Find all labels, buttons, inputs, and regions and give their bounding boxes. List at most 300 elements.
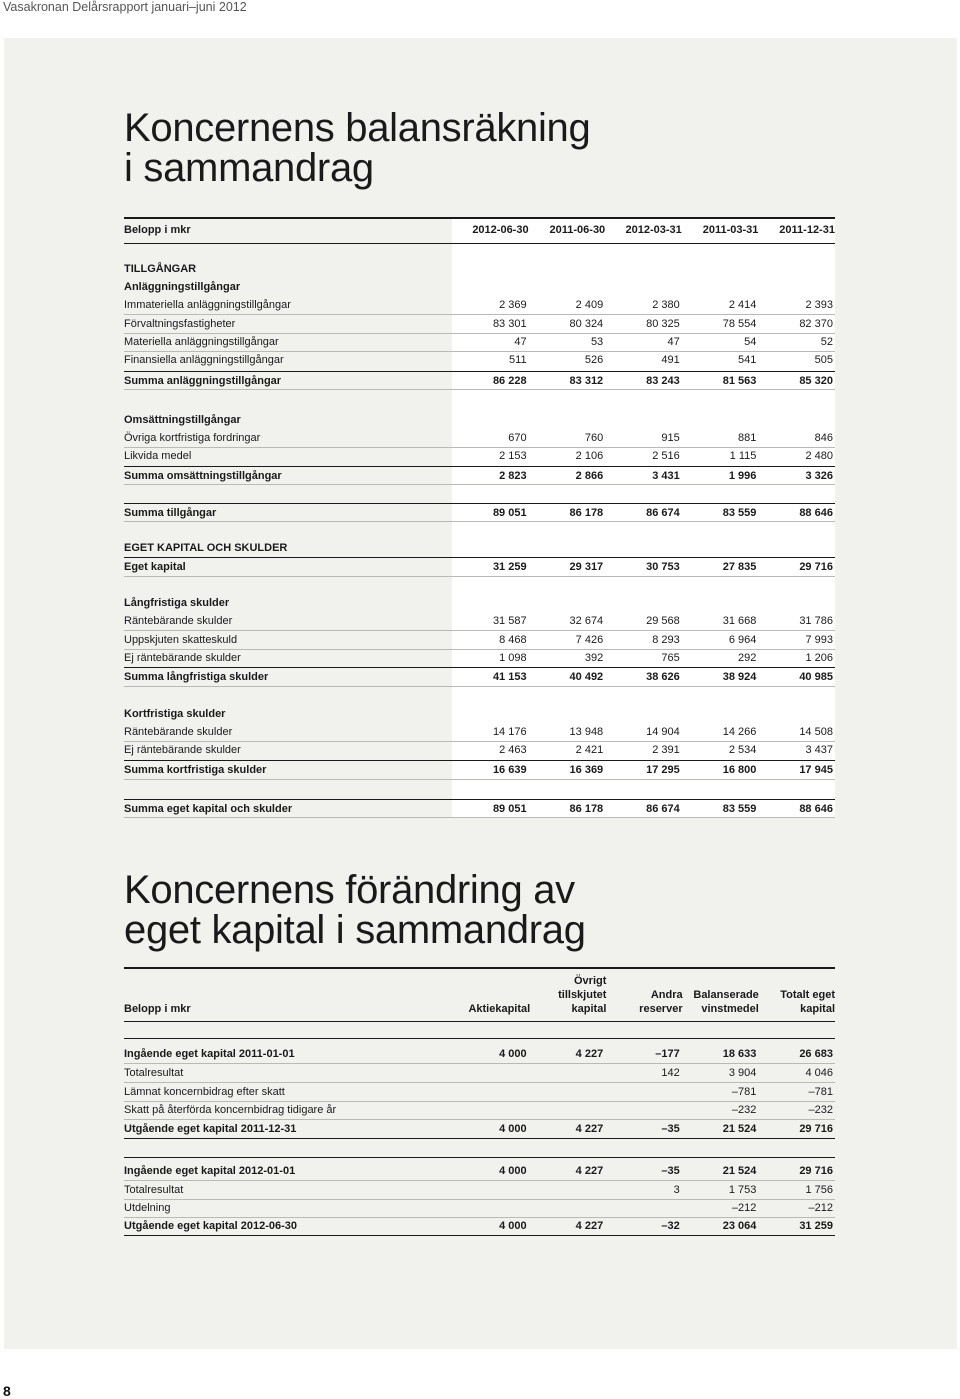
row-value-text: 2 866 bbox=[575, 470, 604, 482]
header-column bbox=[759, 988, 835, 1016]
row-value-text: 1 753 bbox=[728, 1184, 757, 1196]
row-label: Summa omsättningstillgångar bbox=[124, 470, 282, 482]
row-value bbox=[529, 1217, 606, 1235]
row-label: Ingående eget kapital 2012-01-01 bbox=[124, 1165, 296, 1177]
row-label: Lämnat koncernbidrag efter skatt bbox=[124, 1086, 285, 1098]
row-value-text: 86 228 bbox=[492, 375, 527, 387]
row-value bbox=[452, 1120, 529, 1138]
table-row bbox=[124, 1162, 835, 1181]
row-value bbox=[682, 631, 759, 649]
row-value-text: 846 bbox=[814, 432, 833, 444]
row-value-text: 505 bbox=[814, 354, 833, 366]
row-value bbox=[758, 1162, 835, 1180]
table-rule bbox=[124, 1235, 835, 1236]
row-value-text: 18 633 bbox=[722, 1048, 757, 1060]
table-row bbox=[124, 1199, 835, 1218]
header-column-line: vinstmedel bbox=[701, 1003, 759, 1015]
row-value-text: 4 227 bbox=[575, 1165, 604, 1177]
header-label: Belopp i mkr bbox=[124, 1003, 191, 1015]
table-row bbox=[124, 260, 835, 278]
row-value-text: 915 bbox=[661, 432, 680, 444]
row-value-text: 82 370 bbox=[799, 318, 833, 330]
row-value bbox=[452, 1101, 529, 1119]
row-value bbox=[682, 278, 759, 296]
row-value bbox=[452, 333, 529, 351]
row-value-text: 142 bbox=[661, 1067, 680, 1079]
row-value-text: 2 480 bbox=[805, 450, 833, 462]
row-value bbox=[529, 1064, 606, 1082]
row-value bbox=[529, 411, 606, 429]
header-column bbox=[530, 974, 606, 1016]
row-value-text: 2 369 bbox=[499, 299, 527, 311]
table-row bbox=[124, 296, 835, 315]
row-value-text bbox=[833, 263, 835, 275]
row-value bbox=[605, 260, 682, 278]
table-row bbox=[124, 1064, 835, 1083]
row-value-text: 13 948 bbox=[569, 726, 604, 738]
row-value bbox=[529, 429, 606, 447]
row-value-text: 4 227 bbox=[575, 1123, 604, 1135]
row-value-text: 81 563 bbox=[722, 375, 757, 387]
equity-changes-header-row bbox=[124, 970, 835, 1016]
row-value bbox=[452, 429, 529, 447]
row-value bbox=[605, 429, 682, 447]
row-value bbox=[682, 1101, 759, 1119]
row-value-text: 21 524 bbox=[722, 1123, 757, 1135]
row-value-text: 31 259 bbox=[799, 1220, 833, 1232]
row-value-text: 2 516 bbox=[652, 450, 680, 462]
row-value bbox=[605, 333, 682, 351]
row-label: Uppskjuten skatteskuld bbox=[124, 634, 238, 646]
row-value bbox=[605, 1162, 682, 1180]
table-row bbox=[124, 1101, 835, 1120]
row-value-text: 2 414 bbox=[728, 299, 757, 311]
row-value bbox=[758, 539, 835, 557]
row-value bbox=[529, 800, 606, 818]
row-value bbox=[758, 411, 835, 429]
row-value bbox=[605, 411, 682, 429]
table-row bbox=[124, 741, 835, 759]
row-value bbox=[758, 668, 835, 686]
row-value bbox=[758, 504, 835, 522]
header-column-line: Balanserade bbox=[693, 989, 759, 1001]
row-value bbox=[605, 1120, 682, 1138]
row-value bbox=[605, 1064, 682, 1082]
row-value bbox=[605, 504, 682, 522]
row-value-text: 2 393 bbox=[805, 299, 833, 311]
header-column: 2012-03-31 bbox=[625, 224, 682, 236]
table-row bbox=[124, 371, 835, 390]
equity-changes-heading-line-1: Koncernens förändring av bbox=[124, 868, 575, 912]
row-value-text: 40 492 bbox=[569, 671, 604, 683]
table-row bbox=[124, 594, 835, 612]
row-value bbox=[758, 612, 835, 630]
row-value-text: 4 000 bbox=[499, 1123, 527, 1135]
row-value-text: 3 bbox=[673, 1184, 680, 1196]
row-value-text: 78 554 bbox=[722, 318, 757, 330]
row-value bbox=[529, 668, 606, 686]
row-value-text: 2 421 bbox=[575, 744, 604, 756]
row-value bbox=[452, 800, 529, 818]
row-value bbox=[452, 1083, 529, 1101]
row-value-text: 41 153 bbox=[492, 671, 527, 683]
row-value-text: 2 380 bbox=[652, 299, 680, 311]
row-value-text: 3 904 bbox=[728, 1067, 757, 1079]
row-value bbox=[605, 723, 682, 741]
row-value-text: 47 bbox=[667, 336, 680, 348]
row-value bbox=[682, 612, 759, 630]
row-value-text bbox=[833, 597, 835, 609]
row-value-text: 27 835 bbox=[722, 561, 757, 573]
row-value bbox=[605, 296, 682, 314]
row-value-text: 1 206 bbox=[805, 652, 833, 664]
table-row bbox=[124, 315, 835, 334]
row-value-text: –781 bbox=[731, 1086, 757, 1098]
row-value-text: 14 904 bbox=[646, 726, 680, 738]
row-value bbox=[452, 631, 529, 649]
equity-changes-heading bbox=[124, 870, 586, 950]
row-value bbox=[758, 351, 835, 369]
row-value bbox=[682, 668, 759, 686]
row-value-text: 86 674 bbox=[646, 803, 680, 815]
row-value bbox=[529, 631, 606, 649]
row-value bbox=[605, 800, 682, 818]
row-label: Likvida medel bbox=[124, 450, 192, 462]
row-value-text: 31 259 bbox=[492, 561, 527, 573]
table-row bbox=[124, 1083, 835, 1102]
row-value-text: –212 bbox=[808, 1202, 833, 1214]
row-value bbox=[758, 1217, 835, 1235]
table-rule bbox=[124, 779, 835, 780]
table-rule bbox=[124, 1157, 835, 1158]
row-value bbox=[682, 649, 759, 667]
row-value-text: 83 301 bbox=[492, 318, 527, 330]
row-value-text: 2 534 bbox=[728, 744, 757, 756]
table-row bbox=[124, 705, 835, 723]
row-value bbox=[529, 278, 606, 296]
header-column-line: kapital bbox=[571, 1003, 607, 1015]
row-value-text: 52 bbox=[820, 336, 833, 348]
table-row bbox=[124, 631, 835, 650]
table-row bbox=[124, 539, 835, 557]
row-value-text: 83 559 bbox=[722, 803, 757, 815]
row-value-text: 1 115 bbox=[729, 450, 757, 462]
row-value bbox=[452, 351, 529, 369]
row-value bbox=[452, 447, 529, 465]
row-value-text: –232 bbox=[808, 1104, 833, 1116]
equity-changes-heading-line-2: eget kapital i sammandrag bbox=[124, 908, 586, 952]
row-value-text: –212 bbox=[731, 1202, 757, 1214]
row-value-text: 6 964 bbox=[728, 634, 757, 646]
row-value-text: 83 243 bbox=[646, 375, 680, 387]
row-value-text: 4 000 bbox=[499, 1165, 527, 1177]
row-value-text: 3 326 bbox=[805, 470, 833, 482]
row-value-text: 526 bbox=[584, 354, 604, 366]
row-value-text: 2 391 bbox=[652, 744, 680, 756]
row-value bbox=[682, 1120, 759, 1138]
row-value-text: 16 369 bbox=[569, 764, 604, 776]
row-value bbox=[529, 372, 606, 390]
table-row bbox=[124, 760, 835, 779]
header-column: 2011-03-31 bbox=[702, 224, 759, 236]
row-value-text: 38 626 bbox=[646, 671, 680, 683]
table-row bbox=[124, 447, 835, 465]
row-label: Skatt på återförda koncernbidrag tidigare år bbox=[124, 1104, 337, 1116]
row-value bbox=[682, 1064, 759, 1082]
row-value bbox=[682, 372, 759, 390]
row-value bbox=[758, 333, 835, 351]
row-value-text: 511 bbox=[509, 354, 527, 366]
row-value-text: 881 bbox=[738, 432, 757, 444]
row-value-text: 14 508 bbox=[799, 726, 833, 738]
row-value-text: 2 106 bbox=[575, 450, 604, 462]
row-value-text: 491 bbox=[661, 354, 680, 366]
row-value bbox=[529, 504, 606, 522]
page-number: 8 bbox=[3, 1383, 11, 1399]
row-value bbox=[682, 447, 759, 465]
row-value-text: 1 756 bbox=[805, 1184, 833, 1196]
row-value-text: 29 568 bbox=[646, 615, 680, 627]
row-value-text: 31 587 bbox=[492, 615, 527, 627]
row-value-text: 4 227 bbox=[575, 1048, 604, 1060]
row-value bbox=[529, 315, 606, 333]
header-column: 2011-06-30 bbox=[549, 224, 606, 236]
row-value bbox=[682, 1181, 759, 1199]
table-row bbox=[124, 1181, 835, 1200]
row-value-text: 541 bbox=[738, 354, 757, 366]
row-label: Finansiella anläggningstillgångar bbox=[124, 354, 284, 366]
table-row bbox=[124, 799, 835, 818]
row-value bbox=[682, 429, 759, 447]
row-value bbox=[758, 296, 835, 314]
row-label: Kortfristiga skulder bbox=[124, 708, 226, 720]
row-value bbox=[452, 1181, 529, 1199]
row-label: Materiella anläggningstillgångar bbox=[124, 336, 279, 348]
row-value bbox=[758, 594, 835, 612]
row-value-text: 4 000 bbox=[499, 1048, 527, 1060]
row-value bbox=[758, 741, 835, 759]
row-value bbox=[758, 1064, 835, 1082]
row-value-text: 88 646 bbox=[799, 803, 833, 815]
row-value-text: 29 317 bbox=[569, 561, 604, 573]
row-value-text: 14 266 bbox=[722, 726, 757, 738]
row-value bbox=[682, 800, 759, 818]
row-value-text: 89 051 bbox=[492, 803, 527, 815]
row-value-text bbox=[833, 542, 835, 554]
header-column-line: tillskjutet bbox=[558, 989, 607, 1001]
row-value bbox=[758, 372, 835, 390]
row-value bbox=[758, 649, 835, 667]
row-value-text: 2 823 bbox=[499, 470, 527, 482]
row-value bbox=[605, 1083, 682, 1101]
header-column-line: Andra bbox=[650, 989, 683, 1001]
row-value bbox=[529, 741, 606, 759]
row-label: Räntebärande skulder bbox=[124, 615, 233, 627]
row-value-text: 8 468 bbox=[499, 634, 527, 646]
row-value bbox=[605, 351, 682, 369]
row-value-text: 86 178 bbox=[569, 803, 604, 815]
row-value bbox=[605, 631, 682, 649]
table-rule bbox=[124, 1038, 835, 1039]
row-label: Summa anläggningstillgångar bbox=[124, 375, 282, 387]
header-column bbox=[683, 988, 759, 1016]
row-value bbox=[529, 351, 606, 369]
row-value bbox=[452, 1162, 529, 1180]
row-value bbox=[758, 1083, 835, 1101]
table-row bbox=[124, 503, 835, 522]
row-value bbox=[682, 411, 759, 429]
header-column-line: kapital bbox=[800, 1003, 836, 1015]
row-value bbox=[605, 668, 682, 686]
row-value bbox=[758, 1101, 835, 1119]
row-value bbox=[529, 723, 606, 741]
row-label: Utgående eget kapital 2012-06-30 bbox=[124, 1220, 298, 1232]
row-value bbox=[758, 1045, 835, 1063]
row-value bbox=[452, 594, 529, 612]
row-value bbox=[605, 278, 682, 296]
row-value-text: –781 bbox=[808, 1086, 833, 1098]
row-value bbox=[529, 447, 606, 465]
row-value bbox=[758, 467, 835, 485]
row-label: Summa kortfristiga skulder bbox=[124, 764, 267, 776]
row-value bbox=[452, 1045, 529, 1063]
row-value bbox=[758, 631, 835, 649]
row-value-text: 1 098 bbox=[499, 652, 527, 664]
row-value-text: 47 bbox=[514, 336, 527, 348]
row-label: Långfristiga skulder bbox=[124, 597, 230, 609]
row-value bbox=[758, 278, 835, 296]
row-value bbox=[605, 761, 682, 779]
row-value bbox=[452, 649, 529, 667]
row-value bbox=[758, 447, 835, 465]
row-value-text: 31 786 bbox=[799, 615, 833, 627]
row-label: Ingående eget kapital 2011-01-01 bbox=[124, 1048, 295, 1060]
row-value-text: 760 bbox=[584, 432, 604, 444]
row-value bbox=[452, 411, 529, 429]
row-value-text: 16 639 bbox=[492, 764, 527, 776]
row-value bbox=[605, 705, 682, 723]
row-value bbox=[605, 612, 682, 630]
row-value bbox=[758, 429, 835, 447]
row-value bbox=[605, 467, 682, 485]
row-value bbox=[682, 705, 759, 723]
header-column-line: reserver bbox=[639, 1003, 683, 1015]
row-value bbox=[529, 649, 606, 667]
row-value-text: 3 437 bbox=[805, 744, 833, 756]
row-value-text: 83 312 bbox=[569, 375, 604, 387]
row-value-text: 7 426 bbox=[575, 634, 604, 646]
row-value-text: 85 320 bbox=[799, 375, 833, 387]
row-value bbox=[682, 351, 759, 369]
table-row bbox=[124, 411, 835, 429]
row-value-text: 38 924 bbox=[722, 671, 757, 683]
table-row bbox=[124, 612, 835, 631]
row-value bbox=[452, 260, 529, 278]
header-column bbox=[606, 988, 682, 1016]
row-value bbox=[605, 1045, 682, 1063]
row-label: Omsättningstillgångar bbox=[124, 414, 241, 426]
row-value bbox=[605, 447, 682, 465]
row-value bbox=[682, 315, 759, 333]
table-row bbox=[124, 649, 835, 667]
row-value-text: 40 985 bbox=[799, 671, 833, 683]
table-row bbox=[124, 466, 835, 485]
row-value bbox=[529, 1199, 606, 1217]
row-value bbox=[758, 705, 835, 723]
table-row bbox=[124, 1120, 835, 1138]
row-value bbox=[682, 504, 759, 522]
row-value bbox=[452, 467, 529, 485]
row-value bbox=[529, 1120, 606, 1138]
table-rule bbox=[124, 817, 835, 818]
table-row bbox=[124, 667, 835, 686]
row-value bbox=[682, 1217, 759, 1235]
row-value bbox=[605, 1101, 682, 1119]
row-value-text: 7 993 bbox=[805, 634, 833, 646]
row-value bbox=[605, 372, 682, 390]
header-column: 2011-12-31 bbox=[779, 224, 835, 236]
row-value bbox=[758, 1181, 835, 1199]
row-label: Summa tillgångar bbox=[124, 507, 217, 519]
row-value-text: –35 bbox=[661, 1165, 680, 1177]
row-value bbox=[758, 761, 835, 779]
row-value-text: 88 646 bbox=[799, 507, 833, 519]
row-value bbox=[452, 315, 529, 333]
row-value-text: 89 051 bbox=[492, 507, 527, 519]
row-value bbox=[758, 1120, 835, 1138]
row-value bbox=[452, 1217, 529, 1235]
row-value-text: 4 227 bbox=[575, 1220, 604, 1232]
header-column-line: Aktiekapital bbox=[468, 1003, 531, 1015]
row-value bbox=[682, 741, 759, 759]
row-value bbox=[452, 668, 529, 686]
row-value bbox=[452, 741, 529, 759]
row-label: TILLGÅNGAR bbox=[124, 263, 197, 275]
table-rule bbox=[124, 243, 835, 244]
row-value bbox=[682, 296, 759, 314]
table-rule bbox=[124, 576, 835, 577]
row-value bbox=[682, 1162, 759, 1180]
row-value-text: 17 295 bbox=[646, 764, 680, 776]
row-value bbox=[682, 467, 759, 485]
header-column-line: Totalt eget bbox=[780, 989, 836, 1001]
row-label: Totalresultat bbox=[124, 1184, 184, 1196]
row-value bbox=[529, 594, 606, 612]
row-value bbox=[758, 723, 835, 741]
row-value bbox=[529, 1181, 606, 1199]
row-value-text: 54 bbox=[744, 336, 757, 348]
table-row bbox=[124, 1217, 835, 1235]
row-value-text: 670 bbox=[508, 432, 527, 444]
row-value bbox=[452, 1064, 529, 1082]
table-row bbox=[124, 1045, 835, 1064]
row-value bbox=[682, 594, 759, 612]
row-value bbox=[529, 1083, 606, 1101]
row-value bbox=[452, 296, 529, 314]
row-value bbox=[758, 260, 835, 278]
row-label: Utgående eget kapital 2011-12-31 bbox=[124, 1123, 297, 1135]
row-value-text bbox=[833, 708, 835, 720]
row-value bbox=[452, 278, 529, 296]
row-value-text: 31 668 bbox=[722, 615, 757, 627]
row-value bbox=[605, 1199, 682, 1217]
table-row bbox=[124, 333, 835, 352]
row-value bbox=[529, 296, 606, 314]
row-value bbox=[605, 594, 682, 612]
header-column-line: Övrigt bbox=[574, 975, 607, 987]
row-value-text: 53 bbox=[590, 336, 604, 348]
row-value-text: 80 324 bbox=[569, 318, 604, 330]
